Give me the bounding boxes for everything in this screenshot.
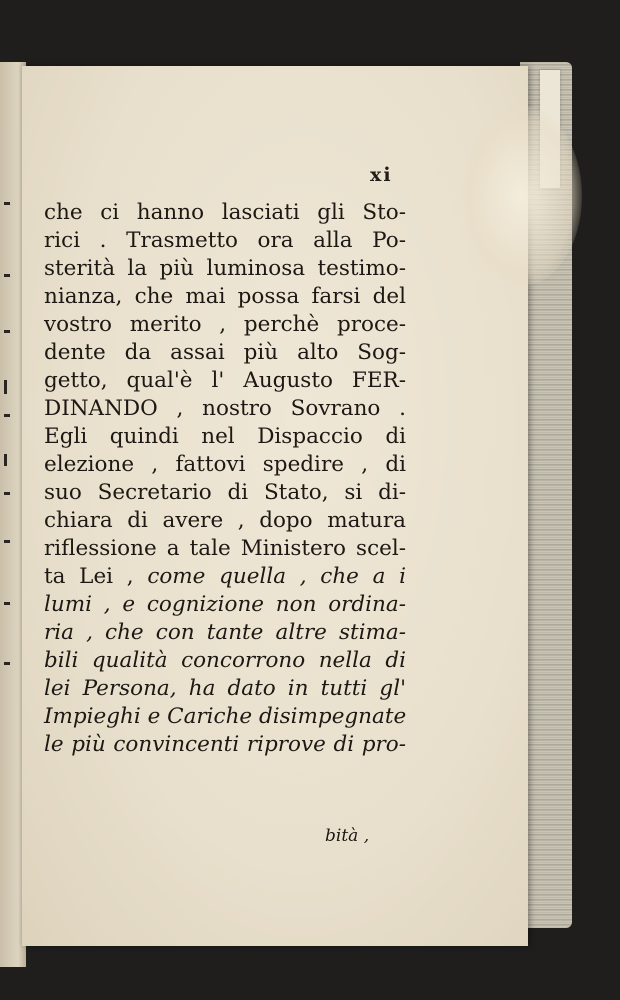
text-line: sterità la più luminosa testimo- xyxy=(44,256,406,281)
ink-mark xyxy=(4,330,10,333)
ink-mark xyxy=(4,380,7,394)
ink-mark xyxy=(4,602,10,605)
text-line: elezione , fattovi spedire , di xyxy=(44,452,406,477)
ink-mark xyxy=(4,662,10,665)
roman-segment: ta Lei , xyxy=(44,564,148,589)
text-line: le più convincenti riprove di pro- xyxy=(44,732,406,757)
text-line: vostro merito , perchè proce- xyxy=(44,312,406,337)
book-page xyxy=(22,66,528,946)
text-line: Impieghi e Cariche disimpegnate xyxy=(44,704,407,729)
text-line: bili qualità concorrono nella di xyxy=(44,648,406,673)
ink-mark xyxy=(4,274,10,277)
text-line: Egli quindi nel Dispaccio di xyxy=(44,424,406,449)
ink-mark xyxy=(4,540,10,543)
ink-mark xyxy=(4,492,10,495)
text-line: lumi , e cognizione non ordina- xyxy=(44,592,406,617)
text-line: ria , che con tante altre stima- xyxy=(44,620,406,645)
text-line: DINANDO , nostro Sovrano . xyxy=(44,396,406,421)
page-number: xi xyxy=(370,164,393,186)
text-line: rici . Trasmetto ora alla Po- xyxy=(44,228,406,253)
text-line: che ci hanno lasciati gli Sto- xyxy=(44,200,406,225)
text-line: lei Persona, ha dato in tutti gl' xyxy=(44,676,406,701)
text-line: suo Secretario di Stato, si di- xyxy=(44,480,406,505)
text-line-mixed xyxy=(44,563,406,591)
ink-mark xyxy=(4,454,7,466)
text-line: dente da assai più alto Sog- xyxy=(44,340,406,365)
ink-mark xyxy=(4,202,10,205)
catchword: bità , xyxy=(325,826,370,846)
paper-stain xyxy=(462,106,582,286)
italic-segment: come quella , che a i xyxy=(147,564,406,589)
text-line: getto, qual'è l' Augusto FER- xyxy=(44,368,406,393)
ink-mark xyxy=(4,414,10,417)
text-line: chiara di avere , dopo matura xyxy=(44,508,406,533)
text-line: riflessione a tale Ministero scel- xyxy=(44,536,406,561)
text-line: nianza, che mai possa farsi del xyxy=(44,284,406,309)
body-text xyxy=(44,199,406,759)
